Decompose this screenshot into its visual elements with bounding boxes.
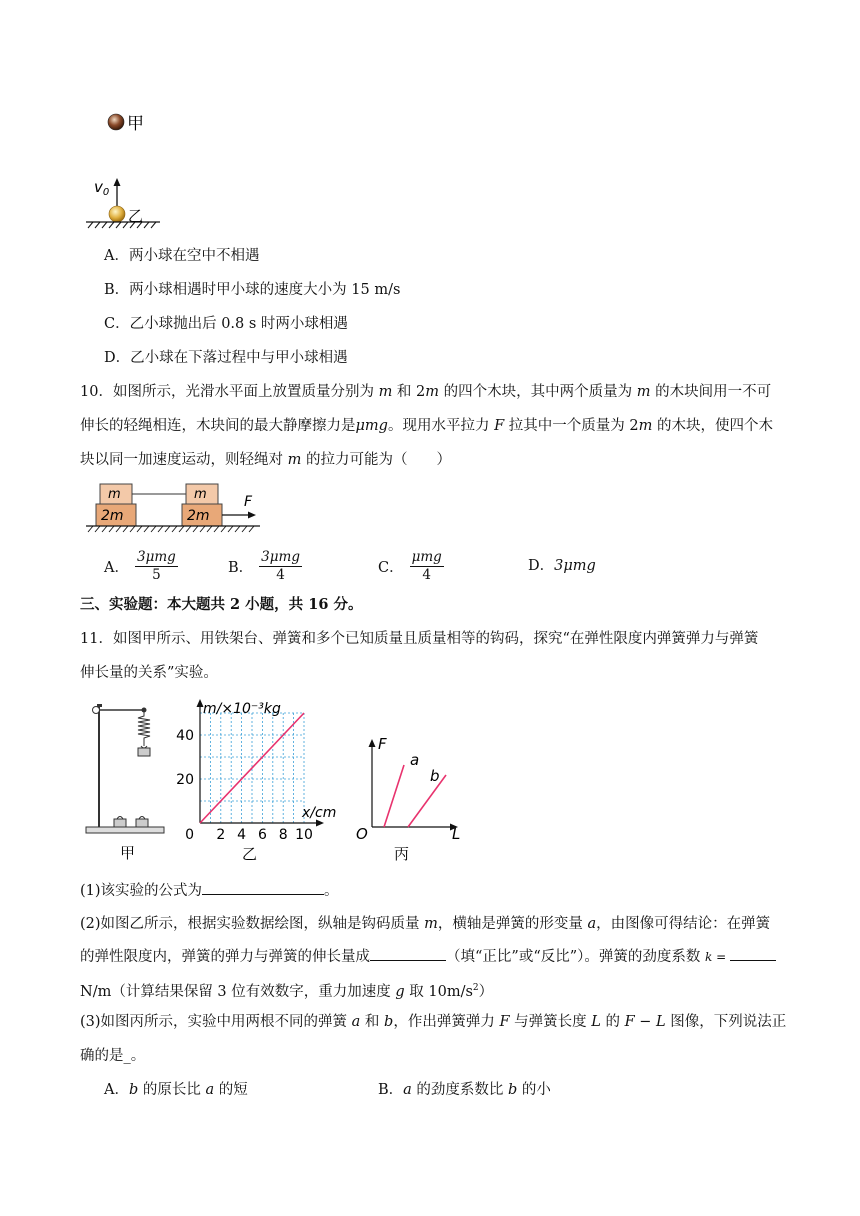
line-b [408, 775, 446, 827]
clamp-knob [93, 707, 100, 714]
x-tick-label: 6 [257, 827, 267, 843]
fig-yi-label: 乙 [242, 845, 258, 863]
q11-option-a: A．b 的原长比 a 的短 [104, 1082, 248, 1098]
q9-option-c: C．乙小球抛出后 0.8 s 时两小球相遇 [104, 316, 348, 332]
hanging-weight [138, 748, 150, 756]
bing-origin-label: O [356, 825, 368, 843]
ball-jia [108, 114, 124, 130]
y-axis-label: m/×10⁻³kg [203, 701, 281, 717]
q11-line-1: 11．如图甲所示、用铁架台、弹簧和多个已知质量且质量相等的钩码，探究“在弹性限度内弹簧弹力与弹簧 [80, 631, 759, 647]
fig-jia-label: 甲 [120, 844, 136, 862]
fig-bing-label: 丙 [394, 845, 410, 863]
ball-yi [109, 206, 125, 222]
svg-text:2m: 2m [187, 508, 210, 524]
q9-option-b: B．两小球相遇时甲小球的速度大小为 15 m/s [104, 282, 401, 298]
q10-option-d: D．3μmg [528, 558, 596, 574]
ball-yi-label: 乙 [128, 207, 144, 225]
bing-x-label: L [452, 825, 461, 843]
q10-option-a: A． $\frac{\text{3μmg}}{5}$ [104, 548, 176, 583]
line-b-label: b [430, 767, 440, 785]
y-tick-label: 40 [176, 728, 194, 744]
bing-y-label: F [378, 735, 387, 753]
y-tick-label: 0 [185, 827, 194, 843]
line-a-label: a [410, 751, 420, 769]
x-tick-label: 4 [237, 827, 247, 843]
force-label: F [244, 494, 253, 510]
answer-blank-k[interactable] [730, 946, 776, 961]
fig-bing-graph [352, 735, 472, 865]
svg-text:2m: 2m [101, 508, 124, 524]
x-axis-label: x/cm [302, 805, 337, 821]
q10-figure [84, 480, 274, 538]
x-tick-label: 8 [278, 827, 288, 843]
q10-option-b: B． $\frac{\text{3μmg}}{4}$ [228, 548, 300, 583]
q11-line-2: 伸长量的关系”实验。 [80, 665, 218, 681]
q9-option-a: A．两小球在空中不相遇 [104, 248, 260, 264]
q11-part-2-line-2: 的弹性限度内，弹簧的弹力与弹簧的伸长量成 （填“正比”或“反比”）。弹簧的劲度系数 k = [80, 946, 776, 967]
v0-arrowhead [114, 178, 121, 186]
svg-text:m: m [108, 487, 121, 502]
answer-blank-formula[interactable] [202, 880, 324, 895]
fig-yi-chart [176, 695, 346, 865]
base-weight-1 [114, 819, 126, 827]
answer-blank-relation[interactable] [370, 946, 446, 961]
line-a [384, 765, 404, 827]
q11-part-1: (1)该实验的公式为 。 [80, 880, 339, 901]
q11-part-2-line-1: (2)如图乙所示，根据实验数据绘图，纵轴是钩码质量 m，横轴是弹簧的形变量 a，由图像可得结论：在弹簧 [80, 916, 771, 932]
ball-jia-label: 甲 [127, 114, 144, 134]
section-3-heading: 三、实验题：本大题共 2 小题，共 16 分。 [80, 596, 363, 613]
q10-option-c: C． $\frac{\text{μmg}}{4}$ [378, 548, 442, 583]
spring [138, 712, 150, 742]
force-arrowhead [248, 512, 256, 519]
x-tick-label: 10 [295, 827, 313, 843]
q11-part-3-line-1: (3)如图丙所示，实验中用两根不同的弹簧 a 和 b，作出弹簧弹力 F 与弹簧长度 L 的 F − L 图像，下列说法正 [80, 1014, 787, 1030]
q11-option-b: B．a 的劲度系数比 b 的小 [378, 1082, 551, 1098]
base-weight-2 [136, 819, 148, 827]
y-tick-label: 20 [176, 772, 194, 788]
q9-option-d: D．乙小球在下落过程中与甲小球相遇 [104, 350, 348, 366]
bing-y-arrow [369, 739, 376, 747]
floor-hatch [88, 526, 254, 532]
q10-line-2: 伸长的轻绳相连，木块间的最大静摩擦力是μmg。现用水平拉力 F 拉其中一个质量为 2m 的木块，使四个木 [80, 418, 773, 434]
q9-figure [80, 100, 280, 240]
v0-label: $v_0$ [94, 178, 110, 198]
ground-hatch [88, 222, 156, 228]
q11-part-2-line-3: N/m（计算结果保留 3 位有效数字，重力加速度 g 取 $10m/s^2$） [80, 983, 494, 1000]
x-tick-label: 2 [216, 827, 226, 843]
fig-jia-apparatus [84, 700, 170, 864]
q10-line-3: 块以同一加速度运动，则轻绳对 m 的拉力可能为（ ） [80, 452, 451, 468]
q11-part-3-line-2: 确的是_。 [80, 1048, 146, 1064]
q10-line-1: 10．如图所示，光滑水平面上放置质量分别为 m 和 2m 的四个木块，其中两个质量为 m 的木块间用一不可 [80, 384, 772, 400]
svg-text:m: m [194, 487, 207, 502]
stand-base [86, 827, 164, 833]
